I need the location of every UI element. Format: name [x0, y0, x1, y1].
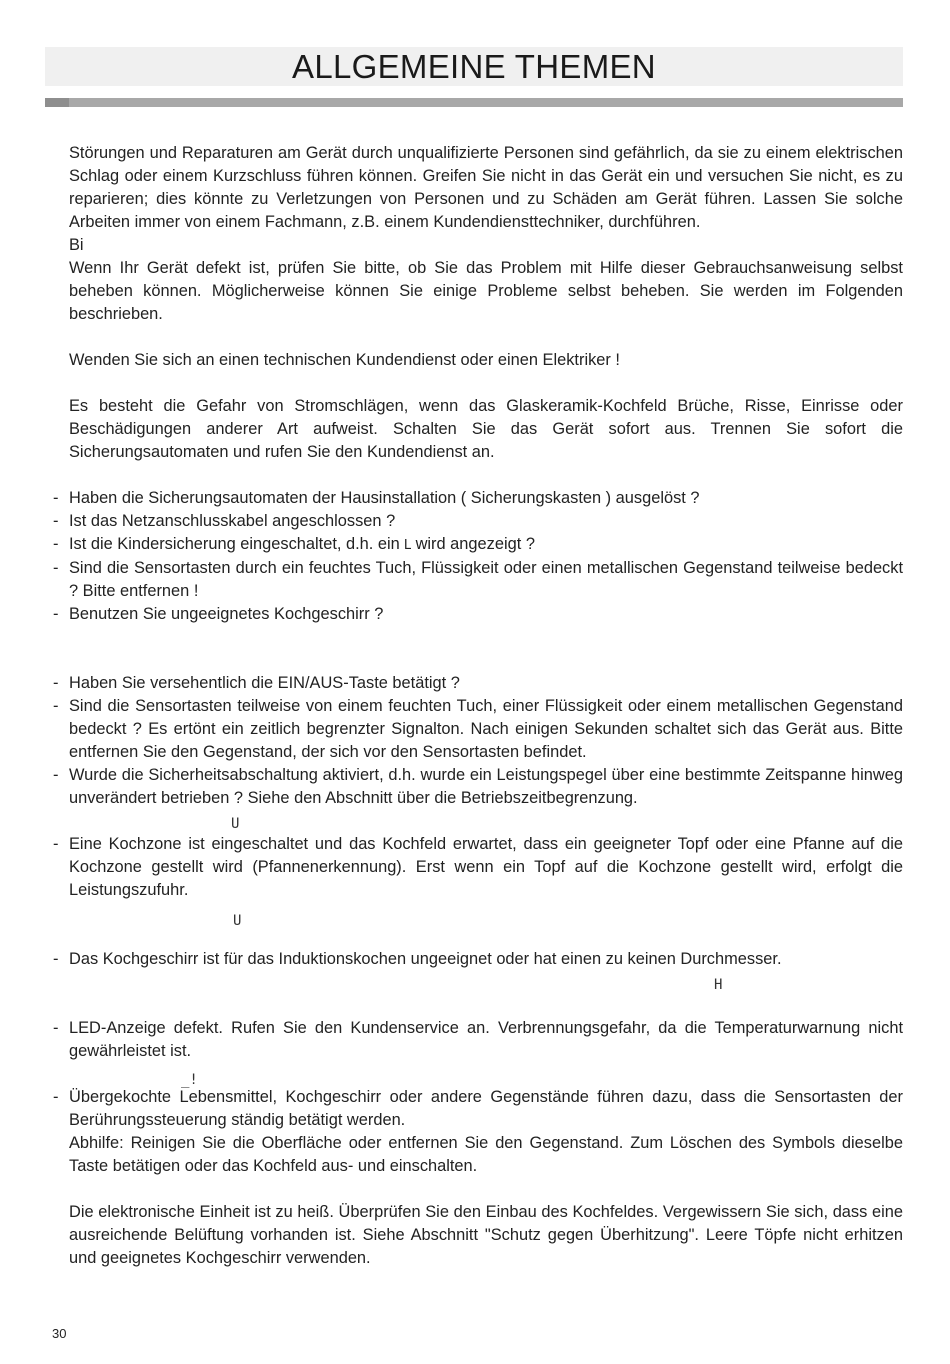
- page-number: 30: [52, 1326, 67, 1341]
- page-title: ALLGEMEINE THEMEN: [292, 48, 656, 85]
- list-item: - Haben Sie versehentlich die EIN/AUS-Taste betätigt ?: [69, 672, 903, 695]
- overheat-paragraph: Die elektronische Einheit ist zu heiß. Überprüfen Sie den Einbau des Kochfeldes. Vergewissern Sie sich, dass eine ausreichende Belüftung vorhanden ist. Siehe Abschnitt "Schutz gegen Überhitzung". Leere Töpfe nicht erhitzen und geeignetes Kochgeschirr verwenden.: [69, 1203, 903, 1267]
- list-item: - Sind die Sensortasten teilweise von einem feuchten Tuch, einer Flüssigkeit oder einem metallischen Gegenstand bedeckt ? Es ertönt ein zeitlich begrenzter Signalton. Nach einigen Sekunden schaltet sich das Gerät aus. Bitte entfernen Sie den Gegenstand, der sich vor den Sensortasten befindet.: [69, 695, 903, 764]
- list-item: - Das Kochgeschirr ist für das Induktionskochen ungeeignet oder hat einen zu keinen Durchmesser.: [69, 948, 903, 971]
- pan-detection-symbol-icon: U: [231, 816, 240, 832]
- child-lock-symbol-icon: L: [403, 538, 412, 553]
- checklist-no-function: [69, 487, 903, 626]
- header-bar: [45, 47, 903, 86]
- header-rule: [45, 98, 903, 107]
- list-item: - Ist das Netzanschlusskabel angeschlossen ?: [69, 510, 903, 533]
- fragment-text: Bi: [69, 236, 84, 254]
- list-item: - LED-Anzeige defekt. Rufen Sie den Kundenservice an. Verbrennungsgefahr, da die Temperaturwarnung nicht gewährleistet ist.: [69, 1017, 903, 1063]
- remedy-text: Abhilfe: Reinigen Sie die Oberfläche oder entfernen Sie den Gegenstand. Zum Löschen des Symbols dieselbe Taste betätigen oder das Kochfeld aus- und einschalten.: [69, 1134, 903, 1175]
- list-item: [69, 533, 903, 557]
- list-item: - Haben die Sicherungsautomaten der Hausinstallation ( Sicherungskasten ) ausgelöst ?: [69, 487, 903, 510]
- error-symbol-icon: _!: [181, 1072, 198, 1088]
- list-item-text: Ist die Kindersicherung eingeschaltet, d.h. ein: [69, 535, 400, 553]
- glass-ceramic-warning: Es besteht die Gefahr von Stromschlägen, wenn das Glaskeramik-Kochfeld Brüche, Risse, Einrisse oder Beschädigungen anderer Art aufweist. Schalten Sie das Gerät sofort aus. Trennen Sie sofort die Sicherungsautomaten und rufen Sie den Kundendienst an.: [69, 397, 903, 461]
- list-item: - Benutzen Sie ungeeignetes Kochgeschirr ?: [69, 603, 903, 626]
- list-item: - Eine Kochzone ist eingeschaltet und das Kochfeld erwartet, dass ein geeigneter Topf oder eine Pfanne auf die Kochzone gestellt wird (Pfannenerkennung). Erst wenn ein Topf auf die Kochzone gestellt wird, erfolgt die Leistungszufuhr.: [69, 833, 903, 902]
- pan-detection-symbol-icon: U: [233, 913, 242, 929]
- checklist-switch-off: [69, 672, 903, 1178]
- list-item: - Wurde die Sicherheitsabschaltung aktiviert, d.h. wurde ein Leistungspegel über eine bestimmte Zeitspanne hinweg unverändert betrieben ? Siehe den Abschnitt über die Betriebszeitbegrenzung.: [69, 764, 903, 810]
- intro-paragraph: Störungen und Reparaturen am Gerät durch unqualifizierte Personen sind gefährlich, da sie zu einem elektrischen Schlag oder einem Kurzschluss führen können. Greifen Sie nicht in das Gerät ein und versuchen Sie nicht, es zu reparieren; dies könnte zu Verletzungen von Personen und zu Schäden am Gerät führen. Lassen Sie solche Arbeiten immer von einem Fachmann, z.B. einem Kundendiensttechniker, durchführen.: [69, 144, 903, 231]
- list-item: - Übergekochte Lebensmittel, Kochgeschirr oder andere Gegenstände führen dazu, dass die Sensortasten der Berührungssteuerung ständig betätigt werden.: [69, 1086, 903, 1132]
- main-content: [69, 142, 903, 1270]
- self-help-paragraph: Wenn Ihr Gerät defekt ist, prüfen Sie bitte, ob Sie das Problem mit Hilfe dieser Gebrauchsanweisung selbst beheben können. Möglicherweise können Sie einige Probleme selbst beheben. Sie werden im Folgenden beschrieben.: [69, 259, 903, 323]
- list-item: - Sind die Sensortasten durch ein feuchtes Tuch, Flüssigkeit oder einen metallischen Gegenstand teilweise bedeckt ? Bitte entfernen !: [69, 557, 903, 603]
- service-paragraph: Wenden Sie sich an einen technischen Kundendienst oder einen Elektriker !: [69, 351, 620, 369]
- error-h-symbol-icon: H: [714, 977, 723, 993]
- list-item-text: wird angezeigt ?: [415, 535, 535, 553]
- header-rule-accent: [45, 98, 69, 107]
